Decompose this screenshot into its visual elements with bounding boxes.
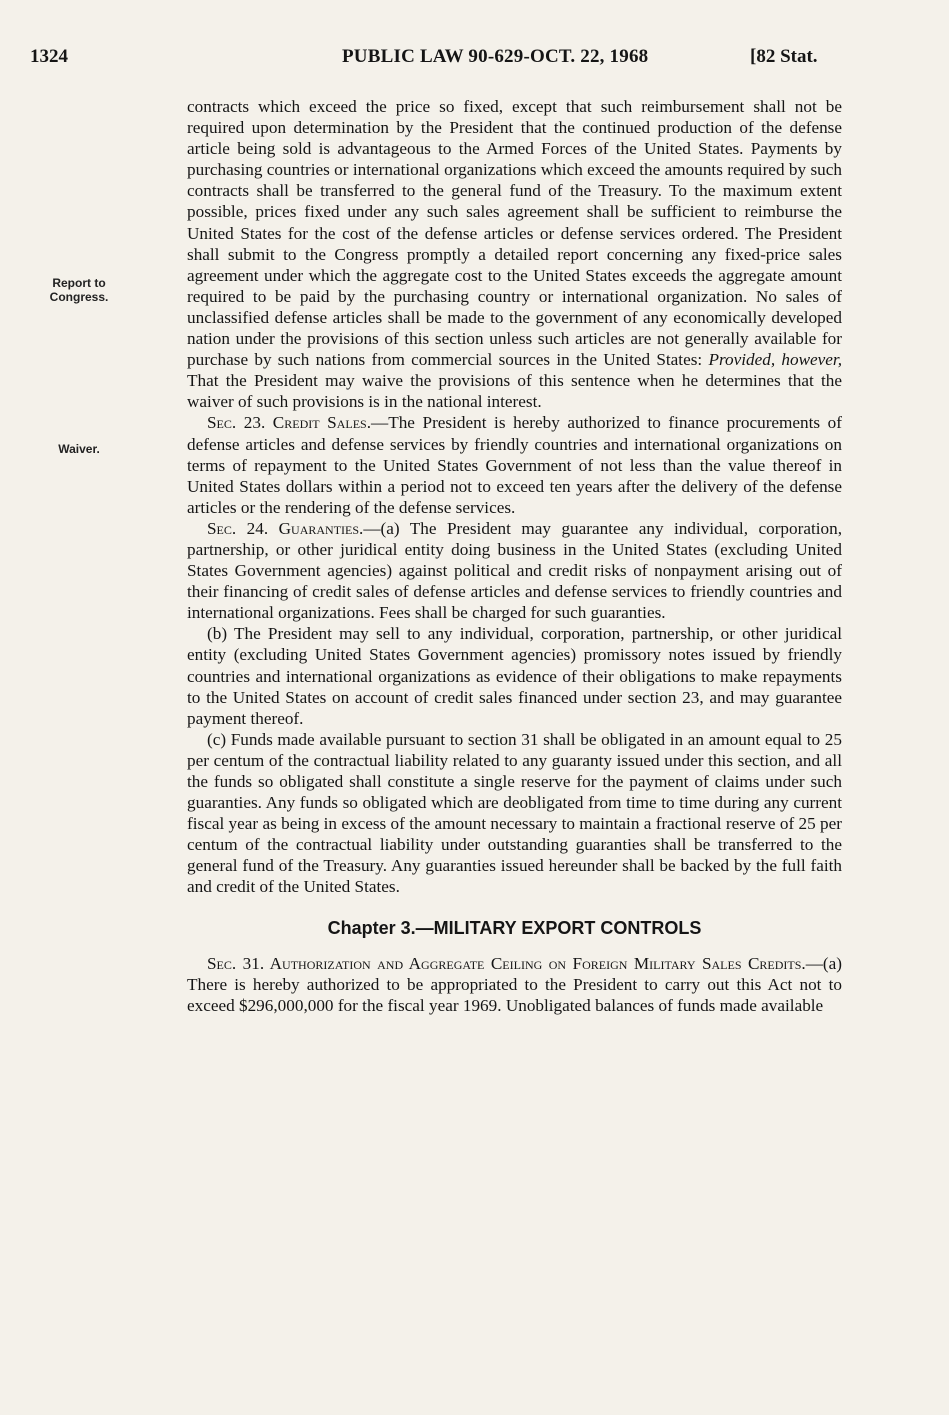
section-31 (187, 953, 842, 1016)
header-title: PUBLIC LAW 90-629-OCT. 22, 1968 (342, 46, 649, 67)
section-31-heading: Sec. 31. Authorization and Aggregate Ceiling on Foreign Military Sales Credits. (207, 953, 806, 973)
proviso-italic: Provided, however, (708, 350, 842, 370)
section-24a (187, 518, 842, 623)
section-24a-text: —(a) The President may guarantee any individual, corporation, partnership, or other juridical entity doing business in the United States (excluding United States Government agencies) against political and credit risks of nonpayment arising out of their financing of credit sales of defense articles and defense services to friendly countries and international organizations. Fees shall be charged for such guaranties. (187, 518, 842, 623)
margin-note-waiver: Waiver. (58, 442, 100, 456)
margin-note-report: Report to Congress. (49, 276, 109, 304)
statute-reference: [82 Stat. (750, 46, 818, 67)
section-24c: (c) Funds made available pursuant to section 31 shall be obligated in an amount equal to 25 per centum of the contractual liability related to any guaranty issued under this section, and all the funds so obligated shall constitute a single reserve for the payment of claims under such guaranties. Any funds so obligated which are deobligated from time to time during any current fiscal year as being in excess of the amount necessary to maintain a fractional reserve of 25 per centum of the contractual liability under outstanding guaranties shall be transferred to the general fund of the Treasury. Any guaranties issued hereunder shall be backed by the full faith and credit of the United States. (187, 729, 842, 897)
section-24-heading: Sec. 24. Guaranties. (207, 518, 364, 538)
body-text (187, 96, 842, 1016)
section-31-text: —(a) There is hereby authorized to be appropriated to the President to carry out this Act not to exceed $296,000,000 for the fiscal year 1969. Unobligated balances of funds made available (187, 953, 842, 1015)
paragraph-text: contracts which exceed the price so fixed, except that such reimbursement shall not be required upon determination by the President that the continued production of the defense article being sold is advantageous to the Armed Forces of the United States. Payments by purchasing countries or international organizations which exceed the amounts required by such contracts shall be transferred to the general fund of the Treasury. To the maximum extent possible, prices fixed under any such sales agreement shall be sufficient to reimburse the United States for the cost of the defense articles or defense services ordered. The President shall submit to the Congress promptly a detailed report concerning any fixed-price sales agreement under which the aggregate cost to the United States exceeds the aggregate amount required to be paid by the purchasing country or international organization. No sales of unclassified defense articles shall be made to the government of any economically developed nation under the provisions of this section unless such articles are not generally available for purchase by such nations from commercial sources in the United States: (187, 97, 842, 370)
chapter-heading: Chapter 3.—MILITARY EXPORT CONTROLS (327, 917, 702, 938)
section-23 (187, 412, 842, 517)
section-23-heading: Sec. 23. Credit Sales. (207, 413, 372, 433)
section-24b: (b) The President may sell to any individual, corporation, partnership, or other juridical entity (excluding United States Government agencies) promissory notes issued by friendly countries and international organizations as evidence of their obligations to make repayments to the United States on account of credit sales financed under section 23, and may guarantee payment thereof. (187, 624, 842, 728)
running-header (30, 46, 830, 74)
section-23-text: —The President is hereby authorized to finance procurements of defense articles and defense services by friendly countries and international organizations on terms of repayment to the United States Government of not less than the value thereof in United States dollars within a period not to exceed ten years after the delivery of the defense articles or the rendering of the defense services. (187, 413, 843, 517)
paragraph-continued (187, 96, 842, 412)
paragraph-text: That the President may waive the provisions of this sentence when he determines that the waiver of such provisions is in the national interest. (187, 371, 842, 412)
page-number: 1324 (30, 46, 68, 67)
